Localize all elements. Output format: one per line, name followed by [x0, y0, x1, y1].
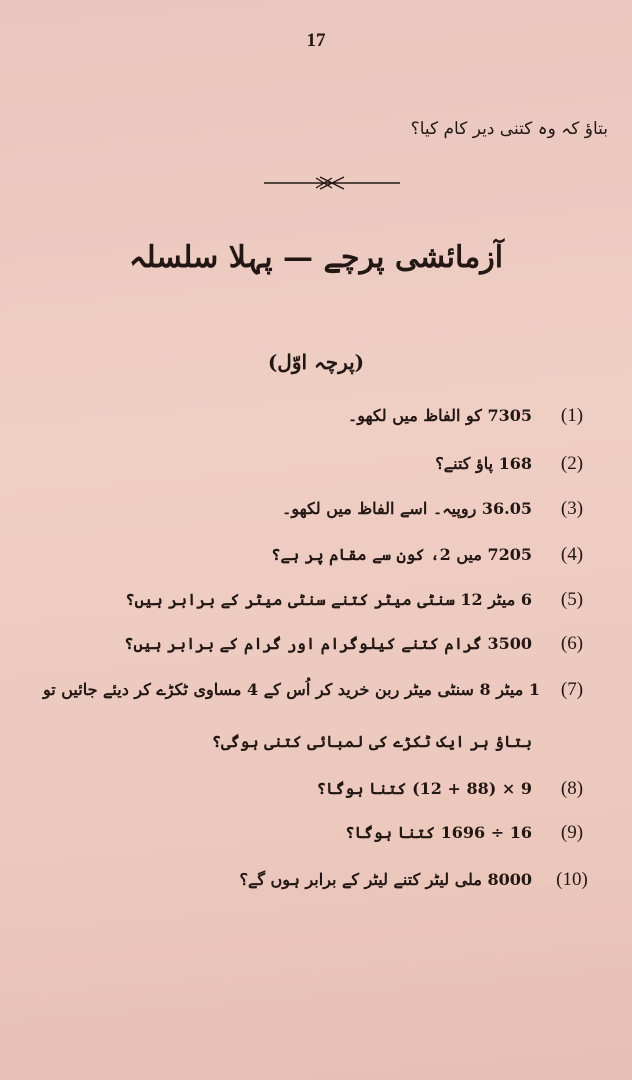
question-number: (9) [560, 822, 584, 843]
question-6 [0, 630, 632, 670]
question-number: (8) [560, 778, 584, 799]
question-text: 6 میٹر 12 سنٹی میٹر کتنے سنٹی میٹر کے برابر ہیں؟ [125, 590, 532, 609]
question-text: 9 × (88 + 12) کتنا ہوگا؟ [316, 779, 532, 798]
question-text-continuation: بتاؤ ہر ایک ٹکڑے کی لمبائی کتنی ہوگی؟ [211, 732, 532, 751]
paper-title: (پرچہ اوّل) [267, 350, 365, 374]
question-number: (1) [560, 405, 584, 426]
question-7 [0, 676, 632, 766]
question-text: 36.05 روپیہ۔ اسے الفاظ میں لکھو۔ [281, 499, 532, 518]
question-text: 7205 میں 2، کون سے مقام پر ہے؟ [271, 545, 532, 564]
question-number: (6) [560, 633, 584, 654]
question-1 [0, 402, 632, 442]
question-3 [0, 495, 632, 535]
question-text: 1 میٹر 8 سنٹی میٹر ربن خرید کر اُس کے 4 مساوی ٹکڑے کر دیئے جائیں تو [42, 680, 540, 699]
question-text: 168 پاؤ کتنے؟ [435, 454, 532, 473]
question-text: 3500 گرام کتنے کیلوگرام اور گرام کے برابر ہیں؟ [124, 634, 532, 653]
intro-line: بتاؤ کہ وہ کتنی دیر کام کیا؟ [410, 119, 608, 139]
question-10 [0, 866, 632, 906]
question-8 [0, 775, 632, 815]
question-text: 16 ÷ 1696 کتنا ہوگا؟ [345, 823, 532, 842]
question-text: 7305 کو الفاظ میں لکھو۔ [347, 406, 532, 425]
page-number: 17 [306, 30, 326, 51]
question-number: (7) [560, 679, 584, 700]
question-number: (10) [556, 869, 588, 890]
question-number: (2) [560, 453, 584, 474]
question-5 [0, 586, 632, 626]
question-text: 8000 ملی لیٹر کتنے لیٹر کے برابر ہوں گے؟ [239, 870, 532, 889]
question-2 [0, 450, 632, 490]
question-number: (4) [560, 544, 584, 565]
question-9 [0, 819, 632, 859]
question-number: (5) [560, 589, 584, 610]
question-4 [0, 541, 632, 581]
question-number: (3) [560, 498, 584, 519]
section-heading: آزمائشی پرچے — پہلا سلسلہ [128, 240, 504, 275]
divider-ornament-icon [264, 174, 400, 192]
